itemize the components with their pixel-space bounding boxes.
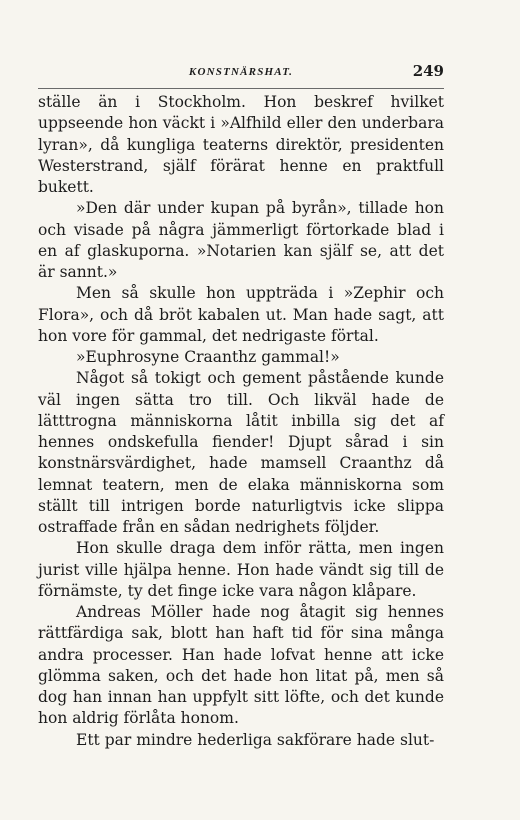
paragraph: Men så skulle hon uppträda i »Zephir och Flora», och då bröt kabalen ut. Man hade sagt, att hon vore för gammal, det nedrigaste förtal. — [38, 284, 444, 345]
paragraph: »Den där under kupan på byrån», tillade hon och visade på några jämmerligt förtorkade blad i en af glaskuporna. »Notarien kan själf se, att det är sannt.» — [38, 199, 444, 281]
paragraph-continued: ställe än i Stockholm. Hon beskref hvilket uppseende hon väckt i »Alfhild eller den underbara lyran», då kungliga teaterns direktör, presidenten Westerstrand, själf förärat henne en praktfull bukett. — [38, 93, 444, 196]
paragraph: Hon skulle draga dem inför rätta, men ingen jurist ville hjälpa henne. Hon hade vändt sig till de förnämste, ty det finge icke vara någon klåpare. — [38, 539, 444, 600]
header-rule — [38, 88, 444, 89]
page-number: 249 — [412, 62, 444, 80]
paragraph: »Euphrosyne Craanthz gammal!» — [76, 348, 340, 366]
paragraph: Något så tokigt och gement påstående kunde väl ingen sätta tro till. Och likväl hade de lätttrogna människorna låtit inbilla sig det af hennes ondskefulla fiender! Djupt sårad i sin konstnärsvärdighet, hade mamsell Craanthz då lemnat teatern, men de elaka människorna som ställt till intrigen borde naturligtvis icke slippa ostraffade från en sådan nedrighets följder. — [38, 369, 444, 536]
paragraph-last: Ett par mindre hederliga sakförare hade slut- — [76, 730, 435, 749]
paragraph: Andreas Möller hade nog åtagit sig hennes rättfärdiga sak, blott han haft tid för sina många andra processer. Han hade lofvat henne att icke glömma saken, och det hade hon litat på, men så dog han innan han uppfylt sitt löfte, och det kunde hon aldrig förlåta honom. — [38, 603, 444, 728]
body-text — [38, 92, 444, 751]
running-header-title: KONSTNÄRSHAT. — [188, 66, 294, 78]
running-header — [38, 62, 444, 86]
